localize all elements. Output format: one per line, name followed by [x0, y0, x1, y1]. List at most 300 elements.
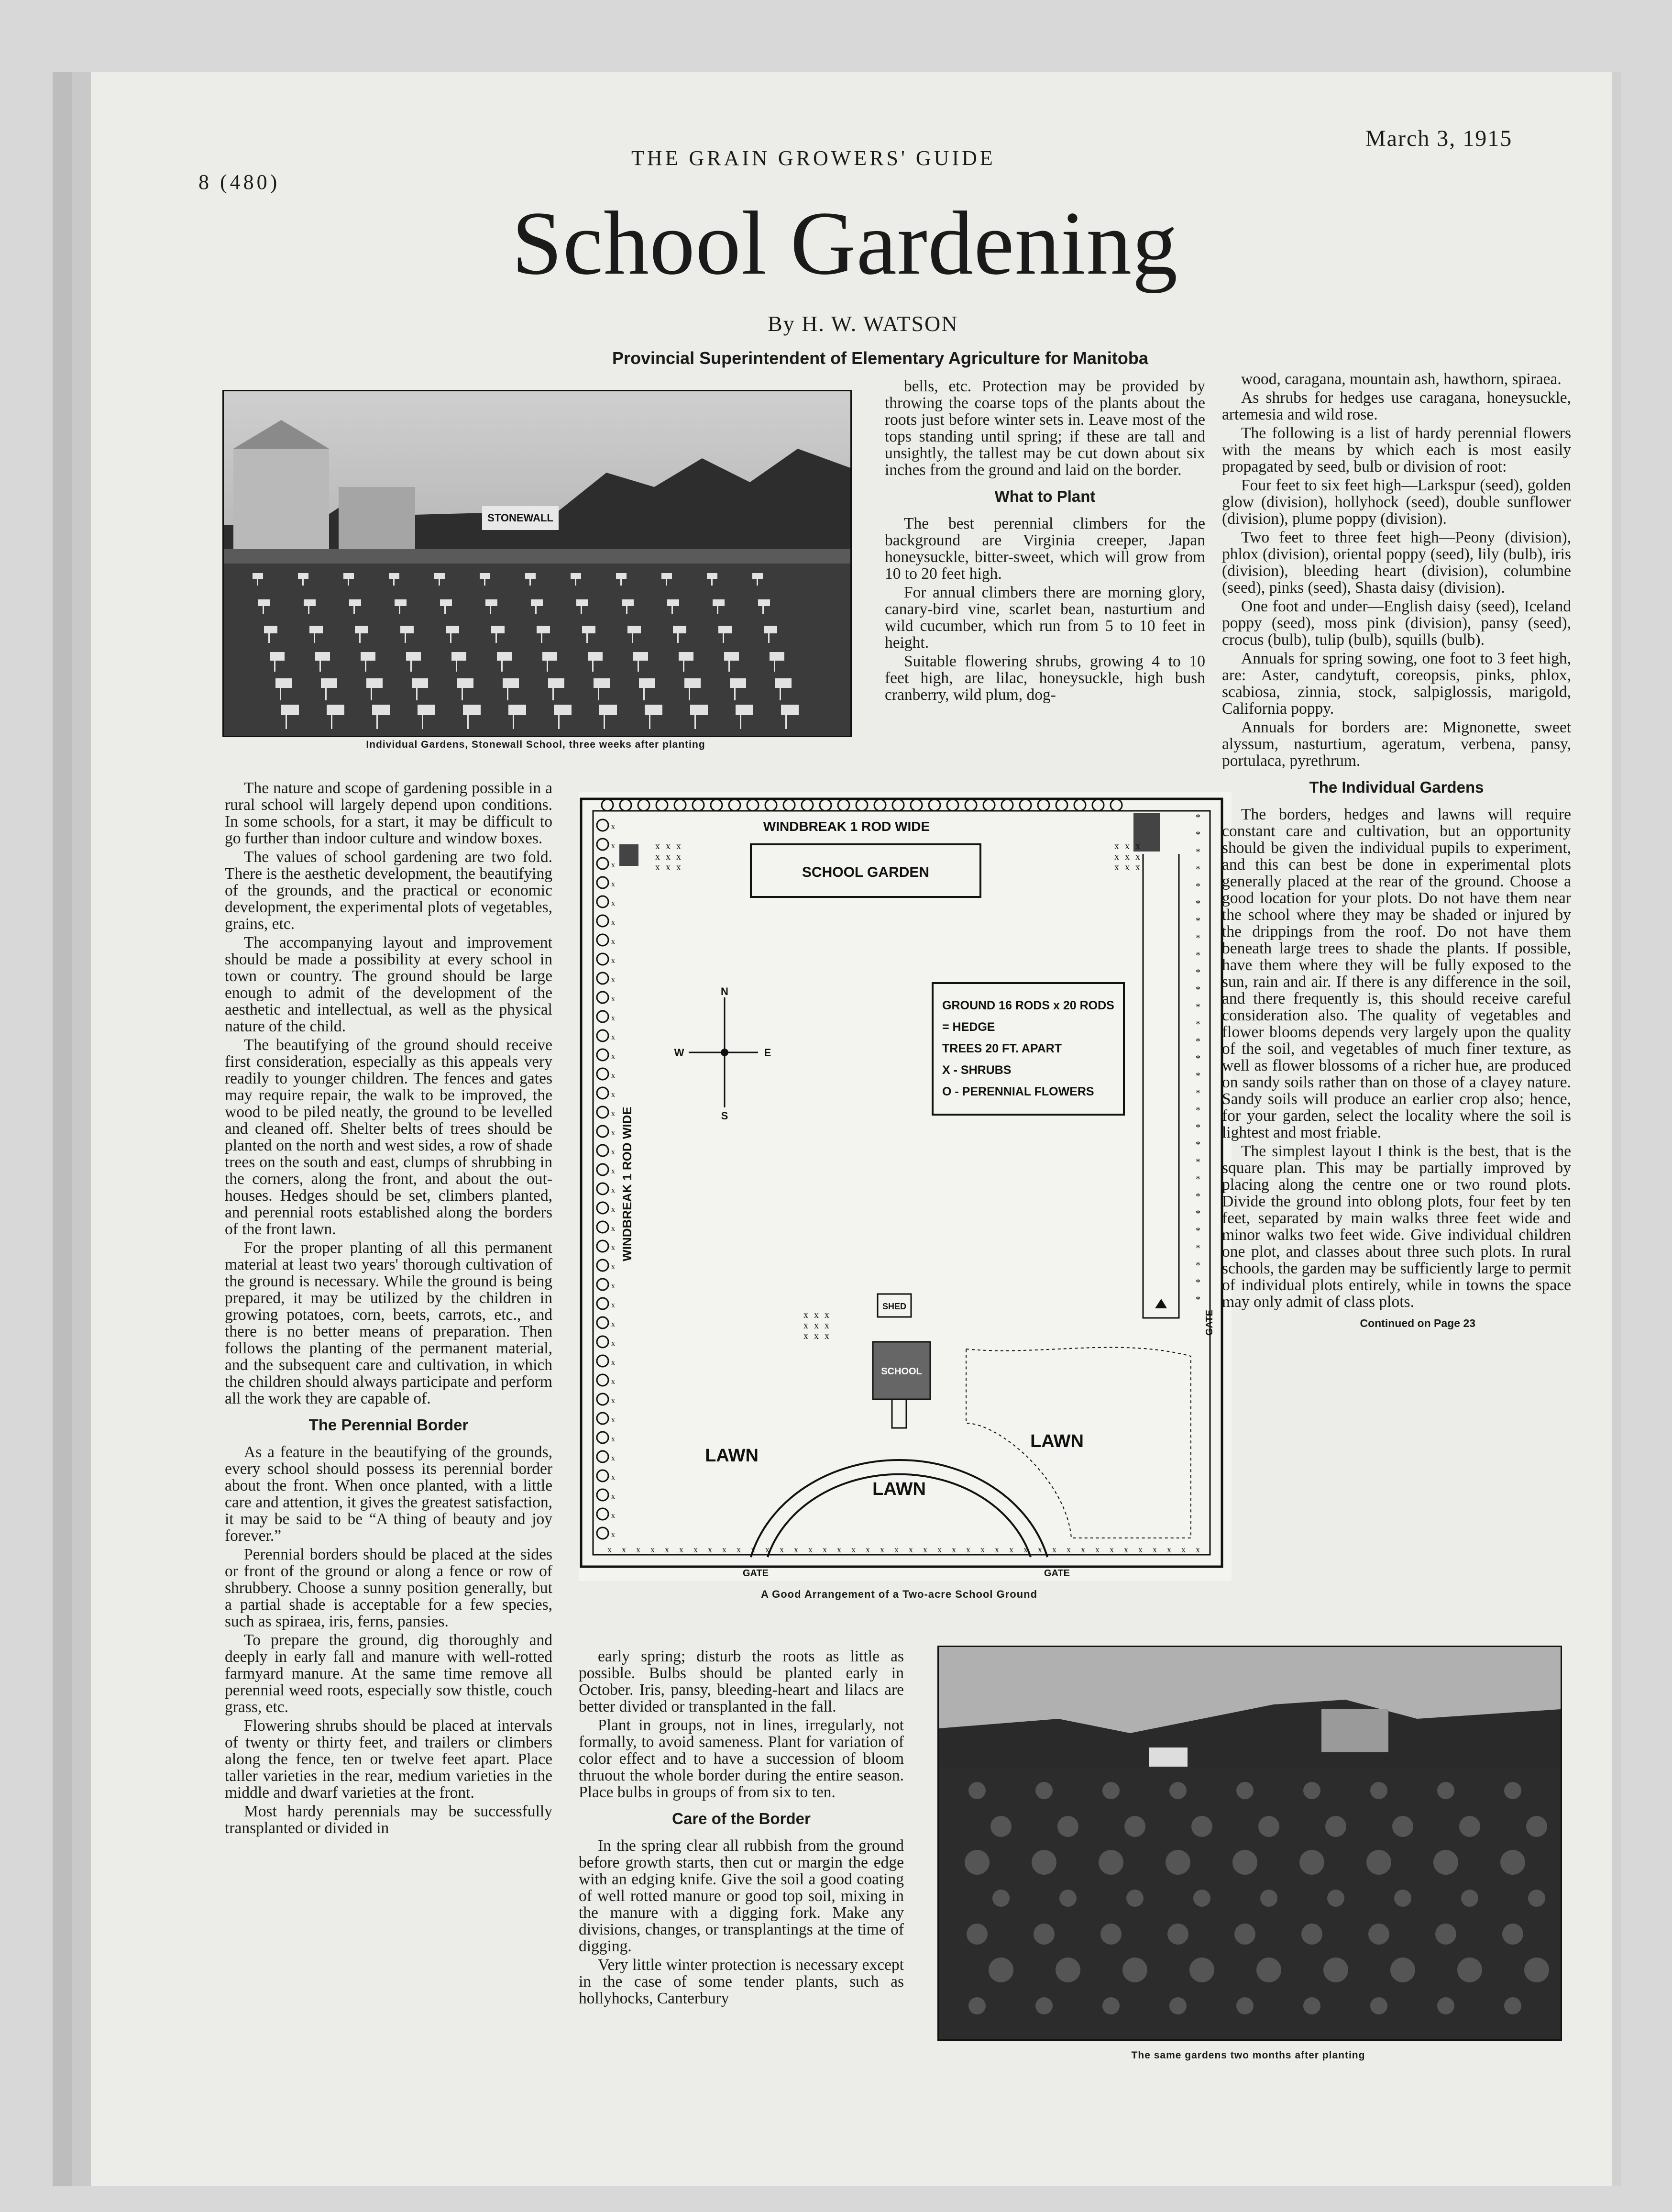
garden-marker	[264, 626, 277, 633]
plant-clump	[1500, 1850, 1525, 1875]
garden-marker-post	[507, 688, 508, 700]
hedge-icon: x	[980, 1545, 985, 1554]
issue-date: March 3, 1915	[1365, 126, 1513, 151]
shrub-icon: x	[611, 1282, 615, 1290]
hedge-icon: x	[808, 1545, 813, 1554]
hedge-icon: x	[909, 1545, 913, 1554]
tree-icon: *	[1196, 830, 1200, 840]
plant-clump	[1327, 1890, 1344, 1907]
paragraph: Suitable flowering shrubs, growing 4 to 10 feet high, are lilac, honeysuckle, high bush cranberry, wild plum, dog-	[885, 653, 1205, 704]
garden-marker-post	[490, 606, 491, 614]
hedge-icon: x	[665, 1545, 669, 1554]
paragraph: The nature and scope of gardening possible in a rural school will largely depend upon conditions. In some schools, for a start, it may be difficult to go further than indoor culture and window boxes.	[225, 779, 552, 847]
garden-marker	[525, 573, 536, 579]
shrub-icon: x	[611, 842, 615, 850]
shrub-icon: x	[1125, 841, 1130, 852]
byline: By H. W. WATSON	[768, 311, 958, 336]
publication-name: THE GRAIN GROWERS' GUIDE	[631, 146, 996, 170]
legend-hedge: = HEDGE	[942, 1020, 995, 1034]
plant-clump	[1299, 1850, 1324, 1875]
paragraph: Plant in groups, not in lines, irregularly, not formally, to avoid sameness. Plant for variation of color effect and to have a succession of bloom thruout the whole border during the entire season. Place bulbs in groups of from six to ten.	[579, 1716, 904, 1801]
shrub-icon: x	[611, 1473, 615, 1482]
garden-marker	[724, 652, 739, 661]
garden-marker	[327, 705, 344, 715]
shrub-icon: x	[655, 841, 660, 852]
shrub-icon: x	[611, 1416, 615, 1424]
shrub-icon: x	[611, 1091, 615, 1099]
plant-clump	[1260, 1890, 1277, 1907]
garden-marker	[434, 573, 445, 579]
garden-marker	[554, 705, 572, 715]
garden-marker	[718, 626, 732, 633]
plant-clump	[1035, 1997, 1053, 2014]
shrub-icon: x	[611, 823, 615, 831]
plant-clump	[1392, 1816, 1413, 1837]
garden-marker-post	[575, 579, 576, 586]
photo2-illustration	[939, 1647, 1561, 2039]
plant-clump	[1100, 1924, 1122, 1945]
shrub-icon: x	[666, 862, 671, 873]
plant-clump	[1056, 1958, 1080, 1982]
shrub-icon: x	[611, 1014, 615, 1022]
shrub-icon: x	[611, 1129, 615, 1137]
hedge-icon: x	[1167, 1545, 1171, 1554]
garden-marker-post	[422, 715, 423, 729]
garden-marker	[752, 573, 763, 579]
shrub-icon: x	[611, 1033, 615, 1041]
plant-clump	[1102, 1782, 1120, 1799]
hedge-icon: x	[894, 1545, 899, 1554]
tree-icon: *	[1196, 1294, 1200, 1305]
plant-clump	[1034, 1924, 1055, 1945]
garden-marker	[457, 678, 473, 688]
garden-marker-post	[325, 688, 327, 700]
garden-marker	[537, 626, 550, 633]
hedge-icon: x	[995, 1545, 999, 1554]
shrub-icon: x	[611, 1435, 615, 1443]
shrub-icon: x	[611, 1339, 615, 1348]
garden-marker	[412, 678, 428, 688]
hedge-icon: x	[823, 1545, 827, 1554]
paragraph: The beautifying of the ground should receive first consideration, especially as this appeals very readily to younger children. The fences and gates may require repair, the walk to be improved, the wood to be piled neatly, the ground to be levelled and cleaned off. Shelter belts of trees should be planted on the north and west sides, a row of shade trees on the south and east, clumps of shrubbing in the corners, along the front, and about the out-houses. Hedges should be set, climbers planted, and perennial roots established along the borders of the front lawn.	[225, 1036, 552, 1238]
shrub-icon: x	[676, 862, 681, 873]
tree-icon: *	[1196, 1243, 1200, 1253]
garden-marker-post	[410, 661, 412, 672]
garden-marker-post	[484, 579, 485, 586]
shrub-icon: x	[825, 1320, 829, 1331]
garden-marker-post	[711, 579, 713, 586]
garden-photo-1	[222, 390, 852, 737]
plant-clump	[1437, 1782, 1454, 1799]
tree-icon: *	[1196, 1260, 1200, 1271]
shrub-icon: x	[676, 852, 681, 862]
garden-marker-post	[257, 579, 258, 586]
hedge-icon: x	[679, 1545, 683, 1554]
garden-marker-post	[348, 579, 349, 586]
garden-marker	[304, 599, 316, 606]
paragraph: Four feet to six feet high—Larkspur (seed), golden glow (division), hollyhock (seed), double sunflower (division), plume poppy (division).	[1222, 476, 1571, 528]
plan-gate-left: GATE	[742, 1568, 769, 1579]
shrub-icon: x	[611, 1263, 615, 1271]
shrub-icon: x	[611, 880, 615, 888]
paragraph: Very little winter protection is necessary except in the case of some tender plants, such as hollyhocks, Canterbury	[579, 1956, 904, 2007]
plant-clump	[992, 1890, 1010, 1907]
garden-marker-post	[467, 715, 469, 729]
garden-marker-post	[643, 688, 645, 700]
hedge-icon: x	[1196, 1545, 1200, 1554]
plant-clump	[1366, 1850, 1391, 1875]
tree-icon: *	[1196, 1191, 1200, 1202]
garden-marker-post	[444, 606, 446, 614]
garden-marker-post	[353, 606, 355, 614]
garden-marker	[451, 652, 466, 661]
plant-clump	[1167, 1924, 1188, 1945]
column-2-top	[885, 378, 1205, 705]
plant-clump	[1325, 1816, 1346, 1837]
shrub-icon: x	[1114, 862, 1119, 873]
plant-clump	[1258, 1816, 1279, 1837]
tree-icon: *	[1196, 864, 1200, 874]
garden-marker	[542, 652, 557, 661]
plant-clump	[965, 1850, 990, 1875]
hedge-icon: x	[851, 1545, 856, 1554]
garden-marker-post	[683, 661, 684, 672]
plan-svg	[579, 792, 1232, 1581]
shrub-icon: x	[803, 1320, 808, 1331]
garden-marker	[463, 705, 481, 715]
heading-care-of-border: Care of the Border	[672, 1810, 811, 1827]
shrub-icon: x	[611, 1244, 615, 1252]
shrub-icon: x	[611, 1148, 615, 1156]
hedge-icon: x	[622, 1545, 626, 1554]
shrub-icon: x	[611, 1397, 615, 1405]
hedge-icon: x	[952, 1545, 956, 1554]
hedge-icon: x	[1081, 1545, 1085, 1554]
paragraph: The accompanying layout and improvement should be made a possibility at every school in town or country. The ground should be large enough to admit of the development of the aesthetic and intellectual, as well as the physical nature of the child.	[225, 934, 552, 1035]
shrub-icon: x	[814, 1320, 819, 1331]
garden-marker-post	[598, 688, 599, 700]
garden-marker	[730, 678, 746, 688]
shrub-icon: x	[611, 976, 615, 984]
shrub-icon: x	[611, 1512, 615, 1520]
column-3	[1222, 371, 1571, 1332]
compass-w: W	[674, 1047, 684, 1059]
tree-icon: *	[1196, 1088, 1200, 1098]
shrub-icon: x	[825, 1331, 829, 1341]
paragraph: The following is a list of hardy perennial flowers with the means by which each is most easily propagated by seed, bulb or division of root:	[1222, 424, 1571, 476]
hedge-icon: x	[1023, 1545, 1028, 1554]
plant-clump	[1368, 1924, 1389, 1945]
garden-marker	[406, 652, 421, 661]
plant-clump	[1166, 1850, 1190, 1875]
garden-marker	[633, 652, 648, 661]
garden-marker	[349, 599, 361, 606]
garden-marker	[764, 626, 777, 633]
shrub-icon: x	[611, 1301, 615, 1309]
plant-clump	[1437, 1997, 1454, 2014]
garden-marker-post	[541, 633, 542, 643]
plant-clump	[1126, 1890, 1144, 1907]
photo2-caption: The same gardens two months after planting	[1131, 2050, 1365, 2061]
garden-marker-post	[649, 715, 650, 729]
garden-marker-post	[365, 661, 366, 672]
legend-shrubs: X - SHRUBS	[942, 1063, 1012, 1077]
garden-marker	[503, 678, 519, 688]
garden-marker-post	[671, 606, 673, 614]
paragraph: The values of school gardening are two fold. There is the aesthetic development, the beautifying of the grounds, and the practical or economic development, the experimental plots of vegetables, grains, etc.	[225, 848, 552, 933]
garden-marker-post	[734, 688, 736, 700]
garden-marker	[508, 705, 526, 715]
shrub-icon: x	[1135, 841, 1140, 852]
garden-marker-post	[399, 606, 400, 614]
garden-marker	[298, 573, 308, 579]
hedge-icon: x	[1052, 1545, 1056, 1554]
paragraph: As shrubs for hedges use caragana, honeysuckle, artemesia and wild rose.	[1222, 389, 1571, 423]
garden-marker	[497, 652, 512, 661]
shrub-icon: x	[611, 1206, 615, 1214]
garden-marker-post	[331, 715, 332, 729]
shrub-icon: x	[1135, 862, 1140, 873]
hedge-icon: x	[708, 1545, 712, 1554]
garden-marker	[571, 573, 581, 579]
article-title: School Gardening	[512, 193, 1178, 294]
shrub-icon: x	[825, 1310, 829, 1320]
garden-marker-post	[723, 633, 724, 643]
school-ground-plan	[579, 792, 1232, 1581]
shrub-icon: x	[1114, 841, 1119, 852]
paragraph: Perennial borders should be placed at the sides or front of the ground or along a fence or row of shrubbery. Choose a sunny position generally, but a partial shade is acceptable for a few species, such as spiraea, iris, ferns, pansies.	[225, 1546, 552, 1630]
garden-marker	[372, 705, 390, 715]
hedge-icon: x	[607, 1545, 612, 1554]
plant-clump	[1057, 1816, 1078, 1837]
garden-marker	[275, 678, 292, 688]
column-2-bottom	[579, 1648, 904, 2009]
garden-marker	[366, 678, 383, 688]
garden-marker-post	[604, 715, 605, 729]
garden-marker-post	[762, 606, 764, 614]
garden-marker-post	[286, 715, 287, 729]
paragraph: wood, caragana, mountain ash, hawthorn, spiraea.	[1241, 370, 1562, 388]
garden-marker	[343, 573, 354, 579]
garden-marker-post	[728, 661, 730, 672]
garden-marker-post	[666, 579, 667, 586]
plant-clump	[1189, 1958, 1214, 1982]
photo1-caption: Individual Gardens, Stonewall School, three weeks after planting	[366, 739, 705, 750]
shrub-icon: x	[611, 918, 615, 927]
shrub-icon: x	[666, 841, 671, 852]
hedge-icon: x	[794, 1545, 798, 1554]
tree-icon: *	[1196, 1122, 1200, 1133]
garden-marker	[400, 626, 414, 633]
tree-icon: *	[1196, 1019, 1200, 1029]
plant-clump	[1461, 1890, 1478, 1907]
tree-icon: *	[1196, 881, 1200, 892]
garden-marker	[758, 599, 770, 606]
plant-clump	[1193, 1890, 1210, 1907]
compass-s: S	[721, 1110, 728, 1122]
shrub-icon: x	[611, 957, 615, 965]
hedge-icon: x	[737, 1545, 741, 1554]
garden-marker	[667, 599, 679, 606]
photo1-illustration	[224, 391, 850, 736]
plan-caption: A Good Arrangement of a Two-acre School Ground	[760, 1588, 1038, 1600]
garden-marker	[599, 705, 617, 715]
paragraph: Annuals for spring sowing, one foot to 3 feet high, are: Aster, candytuft, coreopsis, pinks, phlox, scabiosa, zinnia, stock, salpiglossis, marigold, California poppy.	[1222, 650, 1571, 718]
plant-clump	[1370, 1997, 1387, 2014]
plant-clump	[968, 1782, 986, 1799]
plant-clump	[1169, 1782, 1187, 1799]
photo1-sign: STONEWALL	[487, 512, 553, 524]
hedge-icon: x	[650, 1545, 655, 1554]
garden-marker-post	[535, 606, 537, 614]
plant-clump	[967, 1924, 988, 1945]
garden-photo-2	[937, 1646, 1562, 2041]
garden-marker-post	[501, 661, 503, 672]
plant-clump	[1099, 1850, 1123, 1875]
tree-icon: *	[1196, 933, 1200, 943]
garden-marker-post	[694, 715, 696, 729]
compass-e: E	[764, 1047, 771, 1059]
paragraph: Most hardy perennials may be successfully transplanted or divided in	[225, 1803, 552, 1837]
garden-marker-post	[405, 633, 406, 643]
plant-clump	[1191, 1816, 1212, 1837]
plant-clump	[1504, 1782, 1521, 1799]
shrub-icon: x	[611, 861, 615, 869]
tree-icon: *	[1196, 1174, 1200, 1184]
plan-lawn-right: LAWN	[1030, 1431, 1084, 1451]
tree-icon: *	[1196, 898, 1200, 909]
plant-clump	[1504, 1997, 1521, 2014]
tree-icon: *	[1196, 984, 1200, 995]
plant-clump	[1256, 1958, 1281, 1982]
hedge-icon: x	[1009, 1545, 1013, 1554]
plant-clump	[968, 1997, 986, 2014]
garden-marker-post	[450, 633, 451, 643]
hedge-icon: x	[1124, 1545, 1128, 1554]
garden-marker-post	[757, 579, 758, 586]
hedge-icon: x	[751, 1545, 755, 1554]
shrub-icon: x	[611, 1378, 615, 1386]
plant-clump	[1236, 1782, 1254, 1799]
garden-marker	[707, 573, 717, 579]
tree-icon: *	[1196, 1036, 1200, 1047]
garden-marker-post	[768, 633, 770, 643]
shrub-icon: x	[1125, 862, 1130, 873]
tree-icon: *	[1196, 1139, 1200, 1150]
garden-marker-post	[263, 606, 264, 614]
plant-clump	[990, 1816, 1012, 1837]
garden-marker	[491, 626, 505, 633]
shrub-icon: x	[803, 1310, 808, 1320]
paragraph: bells, etc. Protection may be provided by throwing the coarse tops of the plants about the roots just before winter sets in. Leave most of the tops standing until spring; if these are tall and unsightly, the tallest may be cut down about six inches from the ground and laid on the border.	[885, 377, 1205, 479]
shrub-icon: x	[611, 995, 615, 1003]
garden-marker	[485, 599, 497, 606]
plant-clump	[1435, 1924, 1456, 1945]
garden-marker	[446, 626, 459, 633]
garden-marker	[673, 626, 686, 633]
shrub-icon: x	[1114, 852, 1119, 862]
paragraph: One foot and under—English daisy (seed), Iceland poppy (seed), moss pink (division), pansy (seed), crocus (bulb), tulip (bulb), squills (bulb).	[1222, 597, 1571, 649]
tree-icon: *	[1196, 1208, 1200, 1219]
shrub-icon: x	[611, 1167, 615, 1175]
garden-marker-post	[462, 688, 463, 700]
plant-clump	[1502, 1924, 1523, 1945]
tree-icon: *	[1196, 1226, 1200, 1236]
tree-icon: *	[1196, 916, 1200, 926]
plant-clump	[1232, 1850, 1257, 1875]
garden-marker	[548, 678, 564, 688]
garden-marker-post	[717, 606, 718, 614]
paragraph: As a feature in the beautifying of the grounds, every school should possess its perennial border about the front. When once planted, with a little care and attention, it gives the greatest satisfaction, it may be said to be “A thing of beauty and joy forever.”	[225, 1443, 552, 1545]
garden-marker	[418, 705, 435, 715]
garden-marker	[690, 705, 708, 715]
plant-clump	[1102, 1997, 1120, 2014]
garden-marker-post	[456, 661, 457, 672]
garden-marker-post	[586, 633, 588, 643]
tree-icon: *	[1196, 967, 1200, 978]
shrub-icon: x	[666, 852, 671, 862]
shrub-icon: x	[1125, 852, 1130, 862]
garden-marker	[622, 599, 634, 606]
plan-lawn-left: LAWN	[705, 1446, 759, 1466]
hedge-icon: x	[636, 1545, 640, 1554]
shrub-icon: x	[611, 1493, 615, 1501]
hedge-icon: x	[923, 1545, 927, 1554]
garden-marker	[645, 705, 662, 715]
shrub-icon: x	[611, 1320, 615, 1328]
plan-windbreak-top-label: WINDBREAK 1 ROD WIDE	[763, 819, 930, 834]
garden-marker-post	[785, 715, 787, 729]
plant-clump	[1457, 1958, 1482, 1982]
plant-clump	[1370, 1782, 1387, 1799]
shrub-icon: x	[655, 862, 660, 873]
garden-marker-post	[513, 715, 514, 729]
tree-icon: *	[1196, 1053, 1200, 1064]
plant-clump	[1301, 1924, 1322, 1945]
hedge-icon: x	[693, 1545, 698, 1554]
garden-marker-post	[620, 579, 622, 586]
shrub-icon: x	[676, 841, 681, 852]
paragraph: To prepare the ground, dig thoroughly and deeply in early fall and manure with well-rotted farmyard manure. At the same time remove all perennial weed roots, especially sow thistle, couch grass, etc.	[225, 1631, 552, 1716]
shrub-icon: x	[611, 1359, 615, 1367]
plant-clump	[1236, 1997, 1254, 2014]
garden-marker	[576, 599, 588, 606]
garden-marker	[440, 599, 452, 606]
shrub-icon: x	[611, 1110, 615, 1118]
garden-marker	[713, 599, 725, 606]
garden-marker	[616, 573, 627, 579]
plan-lawn-center: LAWN	[872, 1479, 926, 1499]
garden-marker-post	[780, 688, 781, 700]
garden-marker	[594, 678, 610, 688]
shrub-icon: x	[611, 1454, 615, 1462]
garden-marker-post	[416, 688, 418, 700]
plant-clump	[1526, 1816, 1547, 1837]
plan-shed: SHED	[882, 1302, 907, 1311]
hedge-icon: x	[1138, 1545, 1143, 1554]
shrub-icon: x	[611, 1052, 615, 1061]
garden-marker	[321, 678, 337, 688]
paragraph: The best perennial climbers for the background are Virginia creeper, Japan honeysuckle, bitter-sweet, which will grow from 10 to 20 feet high.	[885, 515, 1205, 583]
garden-marker-post	[314, 633, 315, 643]
garden-marker-post	[376, 715, 378, 729]
paragraph: The simplest layout I think is the best, that is the square plan. This may be partially improved by placing along the centre one or two round plots. Divide the ground into oblong plots, four feet by ten feet, separated by main walks three feet wide and minor walks two feet wide. Give individual children one plot, and classes about three such plots. In rural schools, the garden may be sufficiently large to permit of individual plots entirely, while in towns the space may only admit of class plots.	[1222, 1142, 1571, 1311]
garden-marker	[627, 626, 641, 633]
shrub-icon: x	[803, 1331, 808, 1341]
garden-marker	[315, 652, 330, 661]
heading-perennial-border: The Perennial Border	[308, 1416, 469, 1434]
garden-marker	[639, 678, 655, 688]
